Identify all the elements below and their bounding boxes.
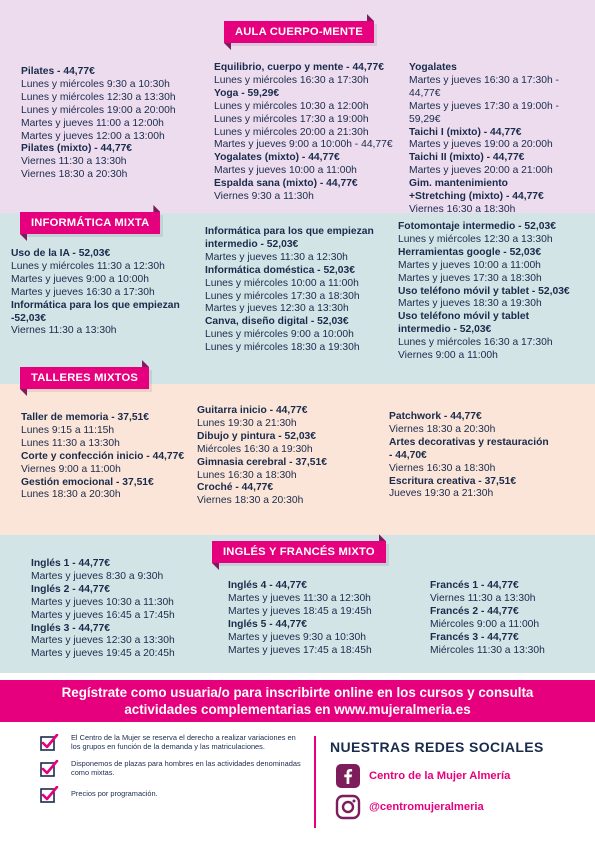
- course-schedule: Viernes 16:30 a 18:30h: [409, 203, 516, 215]
- course-schedule: Lunes y miércoles 20:00 a 21:30h: [214, 126, 369, 138]
- course-title: Francés 2 - 44,77€: [430, 605, 519, 617]
- course-list-aula-col1: [21, 66, 206, 182]
- social-title: NUESTRAS REDES SOCIALES: [330, 739, 544, 755]
- course-list-aula-col2: [214, 62, 406, 204]
- course-list-talleres-col2: [197, 405, 377, 508]
- registration-line-1: Regístrate como usuaria/o para inscribirte online en los cursos y consulta: [61, 685, 534, 700]
- course-title: Taller de memoria - 37,51€: [21, 412, 150, 423]
- course-title: Fotomontaje intermedio - 52,03€: [398, 221, 556, 232]
- course-schedule: Viernes 18:30 a 20:30h: [21, 169, 128, 181]
- course-schedule: Lunes y miércoles 9:00 a 10:00h: [205, 329, 354, 341]
- course-schedule: Lunes y miércoles 10:00 a 11:00h: [205, 277, 359, 289]
- course-schedule: Martes y jueves 17:30 a 19:00h - 59,29€: [409, 100, 559, 125]
- course-list-talleres-col3: [389, 411, 584, 501]
- course-schedule: Martes y jueves 17:30 a 18:30h: [398, 272, 542, 284]
- course-schedule: Lunes 11:30 a 13:30h: [21, 437, 120, 449]
- course-title: Pilates - 44,77€: [21, 66, 95, 77]
- course-title: Yogalates: [409, 62, 457, 73]
- course-schedule: Viernes 18:30 a 20:30h: [389, 423, 496, 435]
- course-title: Gestión emocional - 37,51€: [21, 476, 154, 488]
- facebook-link[interactable]: [335, 763, 510, 789]
- course-title: Inglés 4 - 44,77€: [228, 580, 307, 591]
- course-title: Gimnasia cerebral - 37,51€: [197, 456, 327, 468]
- course-schedule: Lunes y miércoles 17:30 a 19:00h: [214, 113, 369, 125]
- note-text: El Centro de la Mujer se reserva el derecho a realizar variaciones en los grupos en función de la demanda y las matriculaciones.: [71, 733, 296, 752]
- course-schedule: Martes y jueves 12:00 a 13:00h: [21, 130, 165, 142]
- course-schedule: Martes y jueves 9:00 a 10:00h: [11, 273, 149, 285]
- note-text: Precios por programación.: [71, 788, 158, 798]
- course-title: Inglés 3 - 44,77€: [31, 622, 110, 634]
- note-item: [40, 733, 305, 752]
- course-schedule: Martes y jueves 8:30 a 9:30h: [31, 570, 164, 582]
- course-schedule: Viernes 11:30 a 13:30h: [430, 592, 536, 604]
- section-title-talleres: TALLERES MIXTOS: [20, 367, 149, 389]
- course-schedule: Miércoles 16:30 a 19:30h: [197, 443, 313, 455]
- course-schedule: Lunes y miércoles 17:30 a 18:30h: [205, 290, 360, 302]
- course-schedule: Viernes 18:30 a 20:30h: [197, 495, 304, 507]
- course-schedule: Martes y jueves 17:45 a 18:45h: [228, 644, 372, 656]
- note-item: [40, 759, 305, 778]
- course-schedule: Martes y jueves 12:30 a 13:30h: [205, 303, 349, 315]
- course-schedule: Lunes y miércoles 16:30 a 17:30h: [398, 337, 553, 349]
- course-title: Dibujo y pintura - 52,03€: [197, 430, 317, 442]
- course-list-idiomas-col3: [430, 580, 580, 657]
- course-schedule: Lunes y miércoles 12:30 a 13:30h: [398, 233, 553, 245]
- registration-banner: [0, 680, 595, 722]
- course-schedule: Martes y jueves 16:45 a 17:45h: [31, 609, 175, 621]
- course-schedule: Lunes y miércoles 12:30 a 13:30h: [21, 91, 176, 103]
- course-schedule: Lunes y miércoles 16:30 a 17:30h: [214, 74, 369, 86]
- course-title: Taichi II (mixto) - 44,77€: [409, 152, 525, 164]
- course-schedule: Martes y jueves 20:00 a 21:00h: [409, 165, 553, 177]
- course-list-idiomas-col2: [228, 580, 398, 657]
- course-title: Yoga - 59,29€: [214, 87, 280, 99]
- course-title: intermedio - 52,03€: [205, 238, 299, 250]
- course-schedule: Viernes 11:30 a 13:30h: [11, 325, 117, 337]
- course-list-informatica-col2: [205, 226, 395, 355]
- course-title: intermedio - 52,03€: [398, 324, 492, 336]
- course-title: -52,03€: [11, 312, 46, 324]
- facebook-handle: Centro de la Mujer Almería: [369, 770, 511, 782]
- course-schedule: Martes y jueves 12:30 a 13:30h: [31, 635, 175, 647]
- course-schedule: Martes y jueves 9:30 a 10:30h: [228, 631, 366, 643]
- course-title: Inglés 1 - 44,77€: [31, 558, 110, 569]
- course-title: Informática para los que empiezan: [11, 299, 180, 311]
- section-title-idiomas: INGLÉS Y FRANCÉS MIXTO: [212, 541, 386, 563]
- course-title: Equilibrio, cuerpo y mente - 44,77€: [214, 62, 384, 73]
- course-schedule: Viernes 11:30 a 13:30h: [21, 156, 127, 168]
- course-schedule: Martes y jueves 11:30 a 12:30h: [228, 592, 371, 604]
- course-schedule: Miércoles 11:30 a 13:30h: [430, 644, 545, 656]
- facebook-icon: [335, 763, 361, 789]
- course-title: Uso teléfono móvil y tablet: [398, 311, 530, 323]
- course-list-idiomas-col1: [31, 558, 216, 661]
- checkbox-check-icon: [40, 760, 59, 777]
- course-title: Inglés 2 - 44,77€: [31, 583, 110, 595]
- divider-line: [314, 736, 316, 828]
- course-schedule: Viernes 9:00 a 11:00h: [21, 463, 121, 475]
- note-text: Disponemos de plazas para hombres en las actividades denominadas como mixtas.: [71, 758, 301, 778]
- course-schedule: Lunes 19:30 a 21:30h: [197, 417, 297, 429]
- instagram-link[interactable]: [335, 794, 484, 820]
- course-title: Informática doméstica - 52,03€: [205, 264, 355, 276]
- course-schedule: Lunes y miércoles 10:30 a 12:00h: [214, 100, 369, 112]
- course-schedule: Martes y jueves 18:45 a 19:45h: [228, 605, 372, 617]
- course-schedule: Viernes 16:30 a 18:30h: [389, 462, 496, 474]
- course-schedule: Martes y jueves 9:00 a 10:00h - 44,77€: [214, 139, 393, 151]
- course-schedule: Viernes 9:30 a 11:30h: [214, 191, 314, 203]
- course-schedule: Martes y jueves 11:00 a 12:00h: [21, 117, 164, 129]
- course-schedule: Martes y jueves 19:00 a 20:00h: [409, 139, 553, 151]
- course-schedule: Lunes y miércoles 19:00 a 20:00h: [21, 104, 176, 116]
- course-title: +Stretching (mixto) - 44,77€: [409, 191, 544, 203]
- course-schedule: Lunes 9:15 a 11:15h: [21, 424, 115, 436]
- course-title: - 44,70€: [389, 449, 427, 461]
- section-title-aula: AULA CUERPO-MENTE: [224, 21, 374, 43]
- course-title: Informática para los que empiezan: [205, 226, 374, 237]
- checkbox-check-icon: [40, 786, 59, 803]
- course-schedule: Martes y jueves 11:30 a 12:30h: [205, 251, 348, 263]
- course-schedule: Martes y jueves 16:30 a 17:30h: [11, 286, 155, 298]
- course-title: Inglés 5 - 44,77€: [228, 618, 307, 630]
- course-schedule: Miércoles 9:00 a 11:00h: [430, 618, 540, 630]
- instagram-icon: [335, 794, 361, 820]
- course-title: Canva, diseño digital - 52,03€: [205, 316, 349, 328]
- course-title: Yogalates (mixto) - 44,77€: [214, 152, 340, 164]
- course-title: Uso teléfono móvil y tablet - 52,03€: [398, 285, 570, 297]
- course-schedule: Lunes 18:30 a 20:30h: [21, 489, 121, 501]
- course-title: Gim. mantenimiento: [409, 178, 508, 190]
- course-title: Francés 1 - 44,77€: [430, 580, 519, 591]
- course-title: Corte y confección inicio - 44,77€: [21, 450, 185, 462]
- course-title: Pilates (mixto) - 44,77€: [21, 143, 133, 155]
- instagram-handle: @centromujeralmeria: [369, 801, 484, 813]
- course-title: Francés 3 - 44,77€: [430, 631, 519, 643]
- course-schedule: Lunes 16:30 a 18:30h: [197, 469, 297, 481]
- notes-list: [40, 733, 305, 810]
- course-schedule: Martes y jueves 10:00 a 11:00h: [398, 259, 541, 271]
- checkbox-check-icon: [40, 734, 59, 751]
- course-schedule: Martes y jueves 16:30 a 17:30h - 44,77€: [409, 74, 559, 99]
- course-schedule: Viernes 9:00 a 11:00h: [398, 350, 498, 362]
- course-list-informatica-col3: [398, 221, 593, 363]
- course-list-aula-col3: [409, 62, 593, 217]
- course-title: Croché - 44,77€: [197, 482, 274, 494]
- course-title: Taichi I (mixto) - 44,77€: [409, 126, 522, 138]
- course-list-informatica-col1: [11, 248, 201, 338]
- registration-line-2: actividades complementarias en www.mujeralmeria.es: [124, 702, 471, 717]
- course-title: Escritura creativa - 37,51€: [389, 475, 517, 487]
- course-title: Herramientas google - 52,03€: [398, 246, 542, 258]
- course-schedule: Martes y jueves 10:00 a 11:00h: [214, 165, 357, 177]
- course-schedule: Lunes y miércoles 11:30 a 12:30h: [11, 260, 165, 272]
- course-schedule: Martes y jueves 10:30 a 11:30h: [31, 596, 174, 608]
- course-title: Artes decorativas y restauración: [389, 436, 549, 448]
- course-schedule: Martes y jueves 19:45 a 20:45h: [31, 648, 175, 660]
- course-schedule: Martes y jueves 18:30 a 19:30h: [398, 298, 542, 310]
- course-title: Espalda sana (mixto) - 44,77€: [214, 178, 358, 190]
- note-item: [40, 785, 305, 803]
- course-schedule: Lunes y miércoles 18:30 a 19:30h: [205, 342, 360, 354]
- course-title: Guitarra inicio - 44,77€: [197, 405, 308, 416]
- course-title: Patchwork - 44,77€: [389, 411, 482, 422]
- course-list-talleres-col1: [21, 412, 201, 502]
- section-title-informatica: INFORMÁTICA MIXTA: [20, 212, 160, 234]
- course-schedule: Lunes y miércoles 9:30 a 10:30h: [21, 78, 170, 90]
- course-schedule: Jueves 19:30 a 21:30h: [389, 488, 494, 500]
- course-title: Uso de la IA - 52,03€: [11, 248, 111, 259]
